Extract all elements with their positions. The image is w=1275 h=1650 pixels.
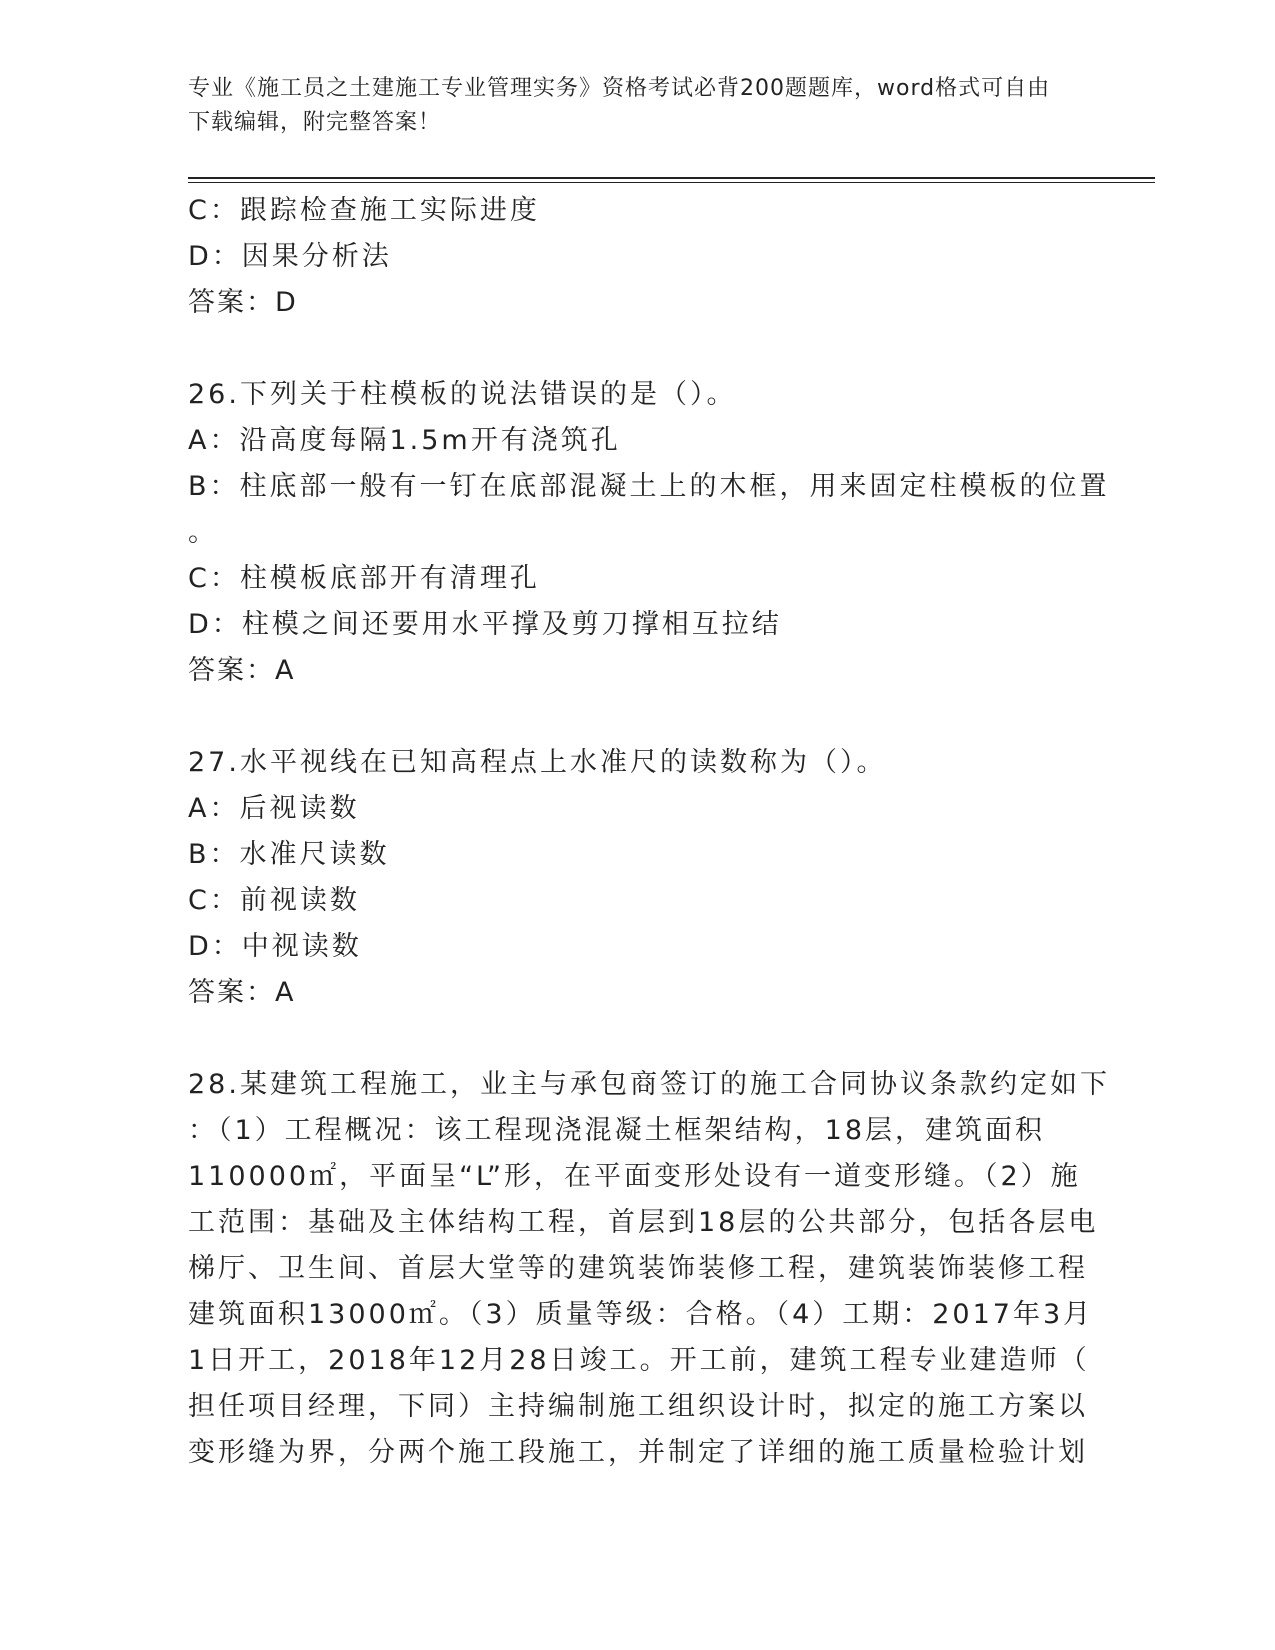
option-d: D：中视读数: [188, 931, 362, 962]
option-b-continuation: 。: [188, 517, 218, 548]
question-28-line: 1日开工，2018年12月28日竣工。开工前，建筑工程专业建造师（: [188, 1345, 1090, 1376]
answer: 答案：A: [188, 655, 296, 686]
spacer: [188, 1016, 1078, 1062]
question-stem: 27.水平视线在已知高程点上水准尺的读数称为（）。: [188, 747, 887, 778]
question-28-line: 梯厅、卫生间、首层大堂等的建筑装饰装修工程，建筑装饰装修工程: [188, 1253, 1088, 1284]
question-28-line: 28.某建筑工程施工，业主与承包商签订的施工合同协议条款约定如下: [188, 1069, 1110, 1100]
document-body: [188, 188, 1110, 1476]
prev-question: [188, 188, 1078, 326]
question-26: [188, 372, 1110, 694]
header-text: 专业《施工员之土建施工专业管理实务》资格考试必背200题题库，word格式可自由下载编辑，附完整答案！: [188, 76, 1051, 135]
option-c: C：柱模板底部开有清理孔: [188, 563, 540, 594]
question-28: [188, 1062, 1110, 1476]
option-a: A：沿高度每隔1.5m开有浇筑孔: [188, 425, 621, 456]
answer: 答案：D: [188, 287, 298, 318]
question-27: [188, 740, 1078, 1016]
question-stem: 26.下列关于柱模板的说法错误的是（）。: [188, 379, 737, 410]
answer: 答案：A: [188, 977, 296, 1008]
spacer: [188, 694, 1078, 740]
question-28-line: 建筑面积13000㎡。（3）质量等级：合格。（4）工期：2017年3月: [188, 1299, 1094, 1330]
option-b: B：柱底部一般有一钉在底部混凝土上的木框，用来固定柱模板的位置: [188, 471, 1110, 502]
header-rule-thick: [188, 177, 1155, 179]
header-rule-thin: [188, 182, 1155, 183]
question-28-line: ：（1）工程概况：该工程现浇混凝土框架结构，18层，建筑面积: [188, 1115, 1046, 1146]
question-28-line: 变形缝为界，分两个施工段施工，并制定了详细的施工质量检验计划: [188, 1437, 1088, 1468]
option-a: A：后视读数: [188, 793, 360, 824]
spacer: [188, 326, 1078, 372]
option-d: D：因果分析法: [188, 241, 392, 272]
option-d: D：柱模之间还要用水平撑及剪刀撑相互拉结: [188, 609, 782, 640]
option-c: C：前视读数: [188, 885, 360, 916]
question-28-line: 担任项目经理，下同）主持编制施工组织设计时，拟定的施工方案以: [188, 1391, 1088, 1422]
option-b: B：水准尺读数: [188, 839, 390, 870]
document-header: [188, 72, 1068, 140]
question-28-line: 工范围：基础及主体结构工程，首层到18层的公共部分，包括各层电: [188, 1207, 1099, 1238]
question-28-line: 110000㎡，平面呈“L”形，在平面变形处设有一道变形缝。（2）施: [188, 1161, 1081, 1192]
option-c: C：跟踪检查施工实际进度: [188, 195, 540, 226]
